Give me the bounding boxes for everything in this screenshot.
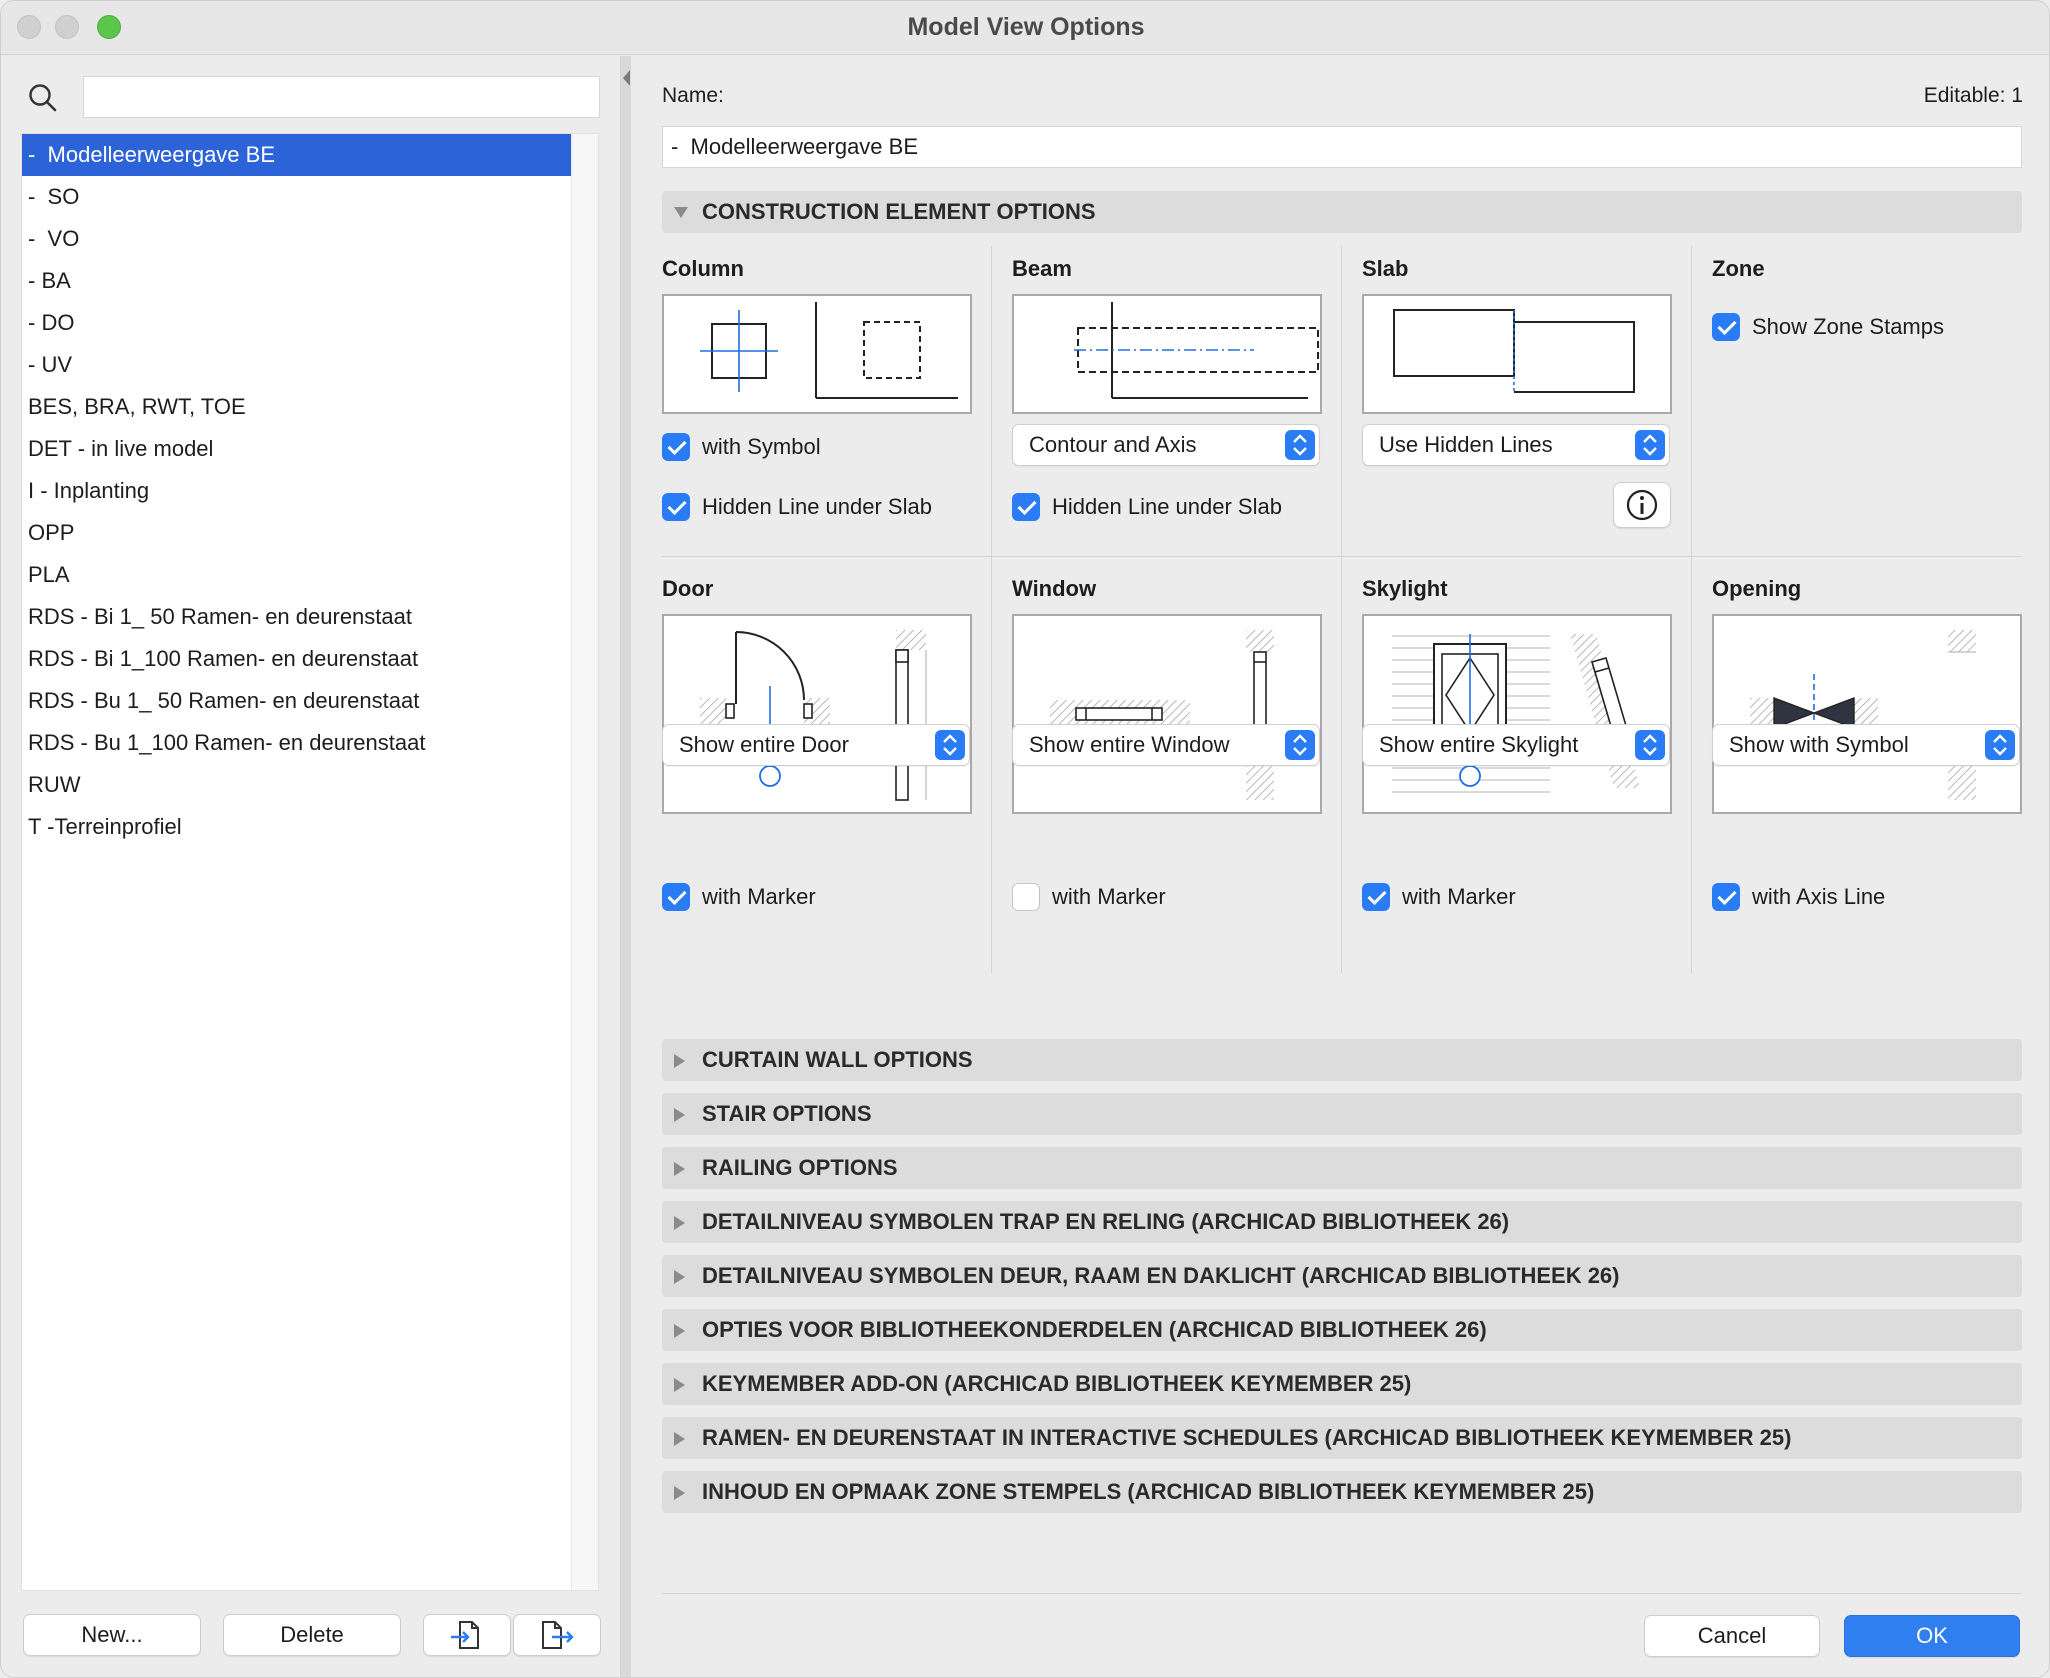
beam-title: Beam [1012, 256, 1072, 281]
view-list-item[interactable]: I - Inplanting [28, 478, 150, 503]
door-title: Door [662, 576, 714, 601]
collapsed-section-header[interactable] [662, 1309, 2022, 1351]
disclosure-closed-icon [674, 1378, 685, 1392]
door-marker-checkbox[interactable] [662, 883, 690, 911]
popup-arrows-icon [1635, 730, 1665, 760]
skylight-marker-checkbox[interactable] [1362, 883, 1390, 911]
collapsed-section-header[interactable] [662, 1093, 2022, 1135]
with-symbol-label: with Symbol [702, 434, 821, 459]
opening-axis-checkbox[interactable] [1712, 883, 1740, 911]
opening-axis-label: with Axis Line [1752, 884, 1886, 909]
grid-divider [662, 556, 2022, 557]
section-title: CURTAIN WALL OPTIONS [702, 1047, 973, 1072]
view-list-item[interactable]: RDS - Bu 1_100 Ramen- en deurenstaat [28, 730, 426, 755]
ok-button[interactable]: OK [1844, 1615, 2020, 1657]
section-title: DETAILNIVEAU SYMBOLEN DEUR, RAAM EN DAKLICHT (ARCHICAD BIBLIOTHEEK 26) [702, 1263, 1620, 1288]
slab-display-popup[interactable] [1362, 424, 1670, 466]
grid-divider [991, 246, 992, 973]
import-button[interactable] [423, 1614, 511, 1656]
list-scrollbar[interactable] [571, 134, 598, 1590]
window-display-value: Show entire Window [1029, 732, 1230, 757]
construction-element-options-header[interactable] [662, 191, 2022, 233]
window-title: Model View Options [907, 13, 1145, 41]
section-title: DETAILNIVEAU SYMBOLEN TRAP EN RELING (ARCHICAD BIBLIOTHEEK 26) [702, 1209, 1510, 1234]
section-title: CONSTRUCTION ELEMENT OPTIONS [702, 199, 1096, 224]
popup-arrows-icon [1285, 730, 1315, 760]
skylight-title: Skylight [1362, 576, 1448, 601]
view-list-item[interactable]: RUW [28, 772, 81, 797]
search-input[interactable] [83, 76, 600, 118]
view-list-item[interactable]: DET - in live model [28, 436, 214, 461]
new-button[interactable]: New... [23, 1614, 201, 1656]
view-list [21, 133, 599, 1591]
view-list-item[interactable]: - Modelleerweergave BE [22, 134, 573, 176]
view-list-item[interactable]: PLA [28, 562, 70, 587]
opening-preview [1712, 614, 2022, 814]
footer-divider [662, 1593, 2022, 1594]
delete-button[interactable]: Delete [223, 1614, 401, 1656]
collapsed-section-header[interactable] [662, 1039, 2022, 1081]
skylight-preview [1362, 614, 1672, 814]
popup-arrows-icon [935, 730, 965, 760]
window-title: Window [1012, 576, 1097, 601]
view-list-item[interactable]: - DO [28, 310, 75, 335]
section-title: KEYMEMBER ADD-ON (ARCHICAD BIBLIOTHEEK KEYMEMBER 25) [702, 1371, 1412, 1396]
with-symbol-checkbox[interactable] [662, 433, 690, 461]
cancel-button[interactable]: Cancel [1644, 1615, 1820, 1657]
editable-count: Editable: 1 [1923, 84, 2023, 107]
collapse-arrow-icon [621, 68, 631, 88]
popup-arrows-icon [1285, 430, 1315, 460]
settings-panel [631, 56, 2050, 1678]
disclosure-closed-icon [674, 1108, 685, 1122]
collapsed-section-header[interactable] [662, 1417, 2022, 1459]
disclosure-closed-icon [674, 1324, 685, 1338]
view-list-panel [1, 56, 621, 1678]
skylight-display-popup[interactable] [1362, 724, 1670, 766]
disclosure-closed-icon [674, 1216, 685, 1230]
view-list-item[interactable]: T -Terreinprofiel [28, 814, 182, 839]
opening-display-popup[interactable] [1712, 724, 2020, 766]
disclosure-closed-icon [674, 1162, 685, 1176]
column-preview [662, 294, 972, 414]
panel-splitter[interactable] [621, 56, 631, 1678]
door-display-value: Show entire Door [679, 732, 849, 757]
slab-preview [1362, 294, 1672, 414]
popup-arrows-icon [1635, 430, 1665, 460]
view-list-item[interactable]: RDS - Bu 1_ 50 Ramen- en deurenstaat [28, 688, 420, 713]
title-bar [1, 1, 2050, 55]
column-hidden-line-checkbox[interactable] [662, 493, 690, 521]
collapsed-section-header[interactable] [662, 1363, 2022, 1405]
skylight-display-value: Show entire Skylight [1379, 732, 1579, 757]
view-list-item[interactable]: OPP [28, 520, 75, 545]
search-icon [27, 82, 59, 114]
slab-title: Slab [1362, 256, 1409, 281]
slab-display-value: Use Hidden Lines [1379, 432, 1553, 457]
beam-hidden-line-checkbox[interactable] [1012, 493, 1040, 521]
disclosure-open-icon [674, 207, 688, 218]
section-title: INHOUD EN OPMAAK ZONE STEMPELS (ARCHICAD BIBLIOTHEEK KEYMEMBER 25) [702, 1479, 1595, 1504]
window-marker-label: with Marker [1052, 884, 1166, 909]
grid-divider [1691, 246, 1692, 973]
disclosure-closed-icon [674, 1486, 685, 1500]
beam-preview [1012, 294, 1322, 414]
beam-display-value: Contour and Axis [1029, 432, 1197, 457]
name-field[interactable]: - Modelleerweergave BE [662, 126, 2022, 168]
name-label: Name: [662, 84, 724, 107]
disclosure-closed-icon [674, 1270, 685, 1284]
view-list-item[interactable]: - VO [28, 226, 80, 251]
grid-divider [1341, 246, 1342, 973]
door-preview [662, 614, 972, 814]
view-list-item[interactable]: - SO [28, 184, 80, 209]
window-marker-checkbox[interactable] [1012, 883, 1040, 911]
collapsed-section-header[interactable] [662, 1201, 2022, 1243]
info-icon [1624, 487, 1660, 523]
export-icon [538, 1618, 576, 1652]
view-list-item[interactable]: RDS - Bi 1_100 Ramen- en deurenstaat [28, 646, 419, 671]
door-display-popup[interactable] [662, 724, 970, 766]
column-title: Column [662, 256, 744, 281]
beam-display-popup[interactable] [1012, 424, 1320, 466]
opening-title: Opening [1712, 576, 1802, 601]
show-zone-stamps-label: Show Zone Stamps [1752, 314, 1944, 339]
zone-title: Zone [1712, 256, 1765, 281]
window-preview [1012, 614, 1322, 814]
collapsed-section-header[interactable] [662, 1255, 2022, 1297]
export-button[interactable] [513, 1614, 601, 1656]
section-title: STAIR OPTIONS [702, 1101, 872, 1126]
opening-display-value: Show with Symbol [1729, 732, 1909, 757]
collapsed-section-header[interactable] [662, 1147, 2022, 1189]
view-list-item[interactable]: RDS - Bi 1_ 50 Ramen- en deurenstaat [28, 604, 412, 629]
popup-arrows-icon [1985, 730, 2015, 760]
skylight-marker-label: with Marker [1402, 884, 1516, 909]
collapsed-section-header[interactable] [662, 1471, 2022, 1513]
section-title: RAILING OPTIONS [702, 1155, 898, 1180]
window-display-popup[interactable] [1012, 724, 1320, 766]
view-list-item[interactable]: - BA [28, 268, 71, 293]
section-title: OPTIES VOOR BIBLIOTHEEKONDERDELEN (ARCHICAD BIBLIOTHEEK 26) [702, 1317, 1487, 1342]
section-title: RAMEN- EN DEURENSTAAT IN INTERACTIVE SCHEDULES (ARCHICAD BIBLIOTHEEK KEYMEMBER 25) [702, 1425, 1792, 1450]
disclosure-closed-icon [674, 1054, 685, 1068]
beam-hidden-line-label: Hidden Line under Slab [1052, 494, 1282, 519]
view-list-item[interactable]: BES, BRA, RWT, TOE [28, 394, 246, 419]
view-list-item[interactable]: - UV [28, 352, 72, 377]
disclosure-closed-icon [674, 1432, 685, 1446]
show-zone-stamps-checkbox[interactable] [1712, 313, 1740, 341]
door-marker-label: with Marker [702, 884, 816, 909]
slab-info-button[interactable] [1613, 482, 1671, 528]
column-hidden-line-label: Hidden Line under Slab [702, 494, 932, 519]
import-icon [449, 1618, 485, 1652]
